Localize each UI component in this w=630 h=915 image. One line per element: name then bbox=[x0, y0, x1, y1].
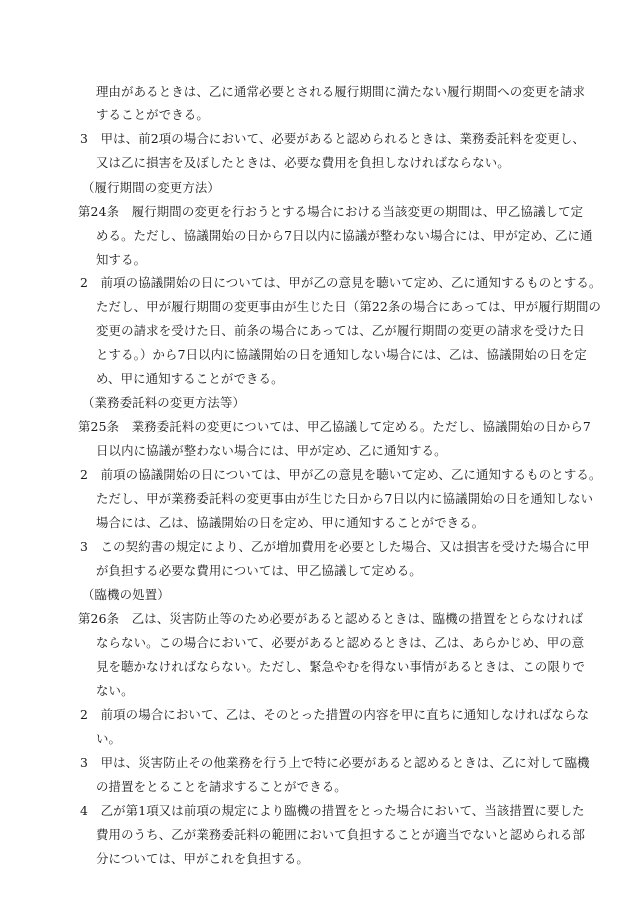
section-heading: （臨機の処置） bbox=[82, 587, 170, 602]
article-24: 第24条 履行期間の変更を行おうとする場合における当該変更の期間は、甲乙協議して定 bbox=[78, 204, 584, 219]
text-line: い。 bbox=[96, 731, 122, 746]
clause-item: 2 前項の協議開始の日については、甲が乙の意見を聴いて定め、乙に通知するものとする。 bbox=[80, 275, 602, 290]
text-line: ただし、甲が業務委託料の変更事由が生じた日から7日以内に協議開始の日を通知しない bbox=[96, 491, 594, 506]
text-line: が負担する必要な費用については、甲乙協議して定める。 bbox=[96, 563, 422, 578]
clause-item: 3 甲は、前2項の場合において、必要があると認められるときは、業務委託料を変更し、 bbox=[80, 131, 585, 146]
clause-item: 2 前項の場合において、乙は、そのとった措置の内容を甲に直ちに通知しなければならな bbox=[80, 707, 590, 722]
clause-item: 2 前項の協議開始の日については、甲が乙の意見を聴いて定め、乙に通知するものとする。 bbox=[80, 467, 602, 482]
text-line: ならない。この場合において、必要があると認めるときは、乙は、あらかじめ、甲の意 bbox=[96, 635, 585, 650]
article-25: 第25条 業務委託料の変更については、甲乙協議して定める。ただし、協議開始の日から7 bbox=[78, 419, 591, 434]
section-heading: （業務委託料の変更方法等） bbox=[82, 395, 246, 410]
clause-item: 3 この契約書の規定により、乙が増加費用を必要とした場合、又は損害を受けた場合に甲 bbox=[80, 539, 590, 554]
text-line: 又は乙に損害を及ぼしたときは、必要な費用を負担しなければならない。 bbox=[96, 155, 510, 170]
text-line: 知する。 bbox=[96, 252, 147, 267]
text-line: 分については、甲がこれを負担する。 bbox=[96, 851, 309, 866]
clause-item: 3 甲は、災害防止その他業務を行う上で特に必要があると認めるときは、乙に対して臨機 bbox=[80, 755, 590, 770]
clause-item: 4 乙が第1項又は前項の規定により臨機の措置をとった場合において、当該措置に要した bbox=[80, 803, 585, 818]
text-line: ない。 bbox=[96, 683, 134, 698]
text-line: ただし、甲が履行期間の変更事由が生じた日（第22条の場合にあっては、甲が履行期間の bbox=[96, 299, 602, 314]
text-line: 日以内に協議が整わない場合には、甲が定め、乙に通知する。 bbox=[96, 443, 447, 458]
text-line: 見を聴かなければならない。ただし、緊急やむを得ない事情があるときは、この限りで bbox=[96, 659, 586, 674]
text-line: め、甲に通知することができる。 bbox=[96, 371, 284, 386]
article-26: 第26条 乙は、災害防止等のため必要があると認めるときは、臨機の措置をとらなければ bbox=[78, 611, 584, 626]
text-line: 場合には、乙は、協議開始の日を定め、甲に通知することができる。 bbox=[96, 515, 485, 530]
text-line: 費用のうち、乙が業務委託料の範囲において負担することが適当でないと認められる部 bbox=[96, 827, 586, 842]
section-heading: （履行期間の変更方法） bbox=[82, 180, 220, 195]
text-line: 理由があるときは、乙に通常必要とされる履行期間に満たない履行期間への変更を請求 bbox=[96, 84, 586, 99]
text-line: の措置をとることを請求することができる。 bbox=[96, 779, 347, 794]
text-line: 変更の請求を受けた日、前条の場合にあっては、乙が履行期間の変更の請求を受けた日 bbox=[96, 323, 585, 338]
text-line: める。ただし、協議開始の日から7日以内に協議が整わない場合には、甲が定め、乙に通 bbox=[96, 228, 593, 243]
text-line: することができる。 bbox=[96, 107, 209, 122]
text-line: とする。）から7日以内に協議開始の日を通知しない場合には、乙は、協議開始の日を定 bbox=[96, 347, 587, 362]
